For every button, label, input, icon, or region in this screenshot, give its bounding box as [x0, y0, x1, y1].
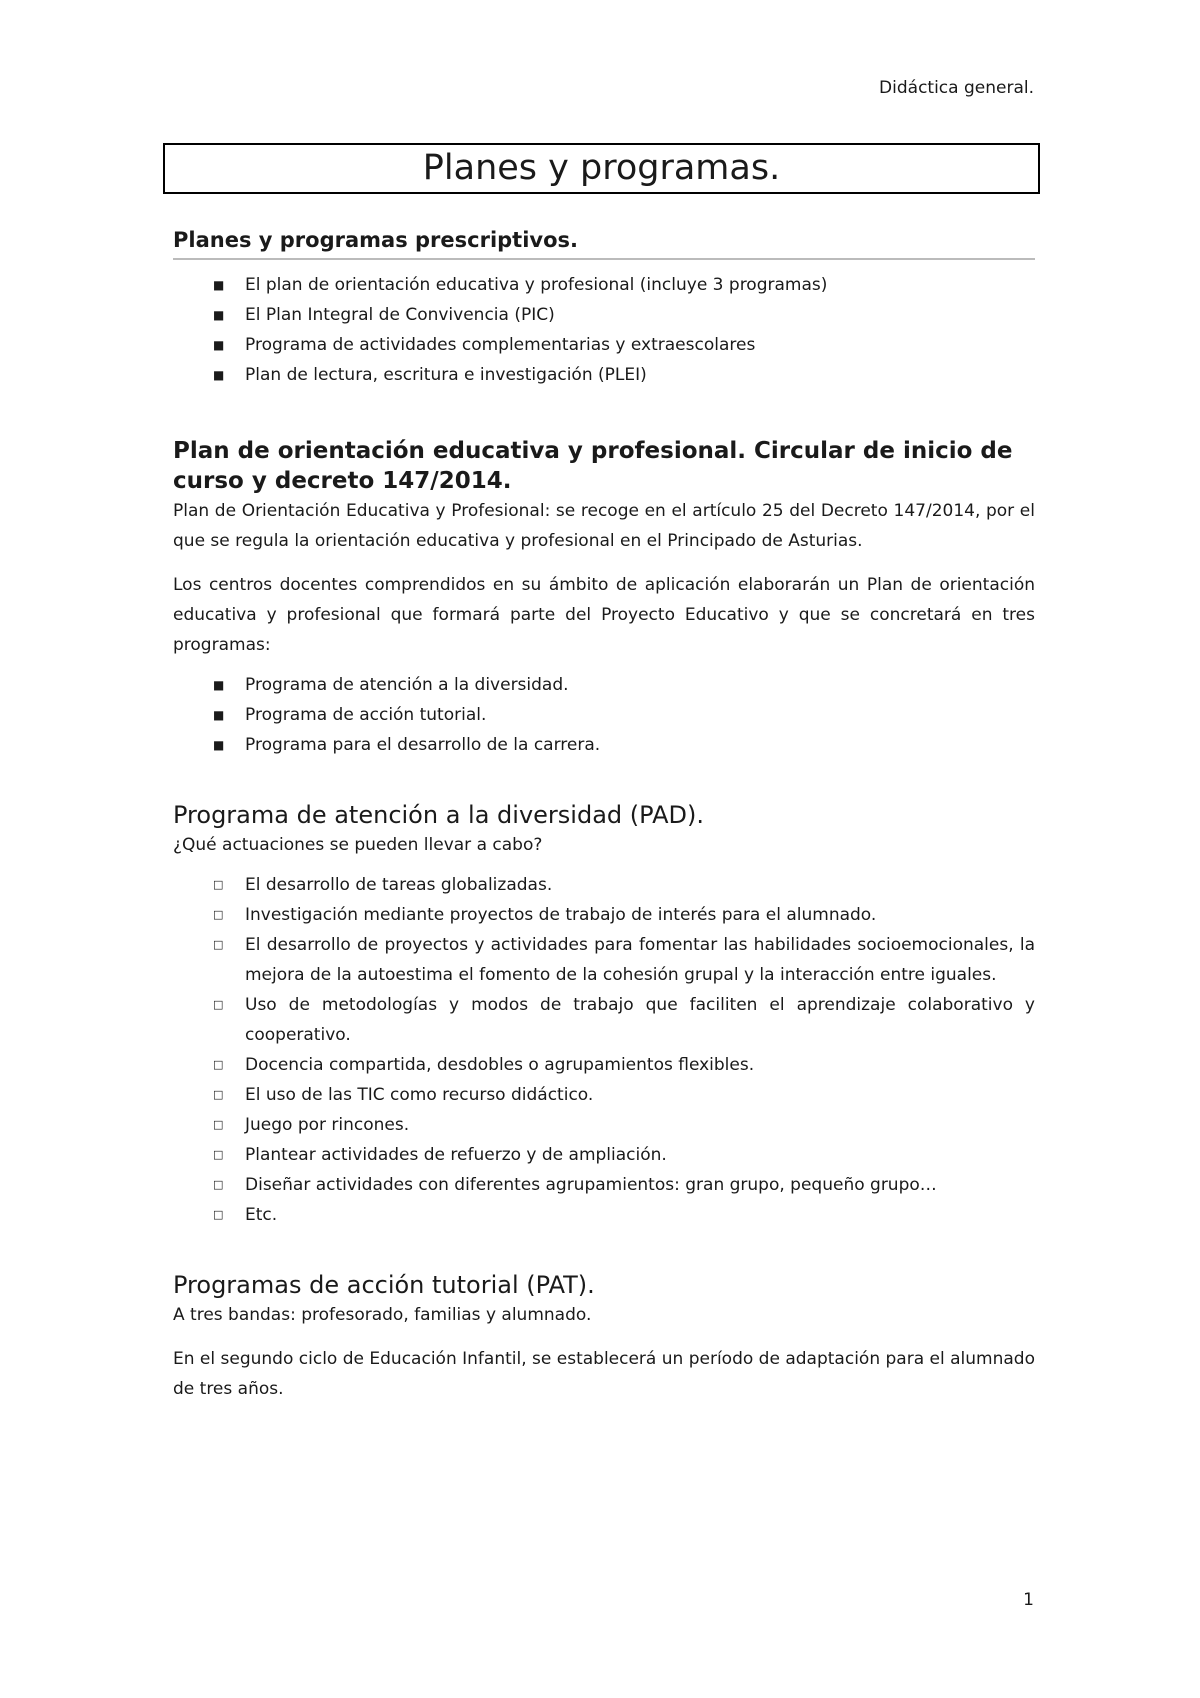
- list-item: □ Diseñar actividades con diferentes agrupamientos: gran grupo, pequeño grupo…: [173, 1170, 1035, 1200]
- heading-orientacion: Plan de orientación educativa y profesional. Circular de inicio de curso y decreto 147/2014.: [173, 438, 1013, 494]
- list-item: □ El desarrollo de proyectos y actividades para fomentar las habilidades socioemocionales, la mejora de la autoestima el fomento de la cohesión grupal y la interacción entre iguales.: [173, 930, 1035, 990]
- hollow-square-bullet-icon: □: [213, 998, 224, 1011]
- square-bullet-icon: ■: [213, 738, 225, 752]
- hollow-square-bullet-icon: □: [213, 878, 224, 891]
- document-title: Planes y programas.: [163, 143, 1040, 194]
- list-item: ■ Plan de lectura, escritura e investigación (PLEI): [173, 360, 1035, 390]
- paragraph-pat: En el segundo ciclo de Educación Infantil, se establecerá un período de adaptación para el alumnado de tres años.: [173, 1349, 1035, 1399]
- list-item: □ Investigación mediante proyectos de trabajo de interés para el alumnado.: [173, 900, 1035, 930]
- subtitle-pat: A tres bandas: profesorado, familias y alumnado.: [173, 1305, 592, 1325]
- heading-pad: Programa de atención a la diversidad (PAD).: [173, 801, 704, 829]
- running-header: Didáctica general.: [879, 78, 1034, 98]
- square-bullet-icon: ■: [213, 338, 225, 352]
- hollow-square-bullet-icon: □: [213, 1208, 224, 1221]
- list-item: □ El uso de las TIC como recurso didáctico.: [173, 1080, 1035, 1110]
- list-item: □ Etc.: [173, 1200, 1035, 1230]
- list-item: ■ El plan de orientación educativa y profesional (incluye 3 programas): [173, 270, 1035, 300]
- hollow-square-bullet-icon: □: [213, 1088, 224, 1101]
- hollow-square-bullet-icon: □: [213, 1178, 224, 1191]
- hollow-square-bullet-icon: □: [213, 1118, 224, 1131]
- question-pad: ¿Qué actuaciones se pueden llevar a cabo?: [173, 835, 543, 855]
- square-bullet-icon: ■: [213, 368, 225, 382]
- list-item: ■ Programa para el desarrollo de la carrera.: [173, 730, 1035, 760]
- square-bullet-icon: ■: [213, 308, 225, 322]
- square-bullet-icon: ■: [213, 278, 225, 292]
- list-item: □ Juego por rincones.: [173, 1110, 1035, 1140]
- paragraph-orientacion-2: Los centros docentes comprendidos en su ámbito de aplicación elaborarán un Plan de orientación educativa y profesional que formará parte del Proyecto Educativo y que se concretará en tres programas:: [173, 575, 1035, 655]
- list-item: ■ Programa de actividades complementarias y extraescolares: [173, 330, 1035, 360]
- list-item: ■ Programa de acción tutorial.: [173, 700, 1035, 730]
- page-number: 1: [1023, 1590, 1034, 1610]
- list-item: ■ El Plan Integral de Convivencia (PIC): [173, 300, 1035, 330]
- heading-prescriptivos: Planes y programas prescriptivos.: [173, 225, 1035, 260]
- list-programas: [173, 670, 1035, 760]
- paragraph-orientacion-1: Plan de Orientación Educativa y Profesional: se recoge en el artículo 25 del Decreto 147/2014, por el que se regula la orientación educativa y profesional en el Principado de Asturias.: [173, 501, 1035, 551]
- hollow-square-bullet-icon: □: [213, 908, 224, 921]
- hollow-square-bullet-icon: □: [213, 1058, 224, 1071]
- list-item: □ Uso de metodologías y modos de trabajo que faciliten el aprendizaje colaborativo y cooperativo.: [173, 990, 1035, 1050]
- hollow-square-bullet-icon: □: [213, 1148, 224, 1161]
- list-item: ■ Programa de atención a la diversidad.: [173, 670, 1035, 700]
- list-item: □ Plantear actividades de refuerzo y de ampliación.: [173, 1140, 1035, 1170]
- square-bullet-icon: ■: [213, 708, 225, 722]
- list-item: □ El desarrollo de tareas globalizadas.: [173, 870, 1035, 900]
- list-prescriptivos: [173, 270, 1035, 390]
- square-bullet-icon: ■: [213, 678, 225, 692]
- heading-pat: Programas de acción tutorial (PAT).: [173, 1271, 595, 1299]
- list-item: □ Docencia compartida, desdobles o agrupamientos flexibles.: [173, 1050, 1035, 1080]
- list-pad-actuaciones: [173, 870, 1035, 1230]
- document-body: [173, 225, 1035, 1404]
- hollow-square-bullet-icon: □: [213, 938, 224, 951]
